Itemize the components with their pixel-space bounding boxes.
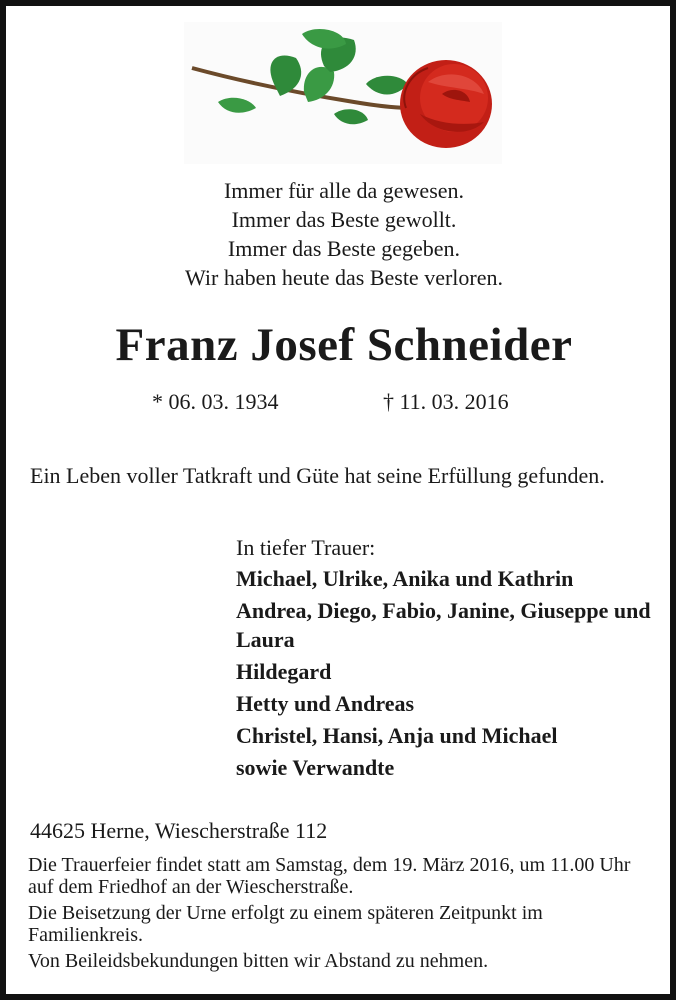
- birth-date: * 06. 03. 1934: [152, 389, 279, 414]
- mourner-line: Hetty und Andreas: [236, 691, 415, 716]
- mourner-line: Hildegard: [236, 659, 332, 684]
- rose-icon: [184, 22, 502, 164]
- mourner-line: Christel, Hansi, Anja und Michael: [236, 723, 558, 748]
- death-date: † 11. 03. 2016: [383, 389, 509, 414]
- mourner-line: sowie Verwandte: [236, 755, 395, 780]
- deceased-name: Franz Josef Schneider: [115, 319, 573, 371]
- mourners-intro: In tiefer Trauer:: [236, 535, 376, 560]
- notes: [28, 854, 660, 976]
- mourner-line: Andrea, Diego, Fabio, Janine, Giuseppe und Laura: [236, 598, 651, 652]
- note-burial: Die Beisetzung der Urne erfolgt zu einem späteren Zeitpunkt im Familienkreis.: [28, 902, 543, 946]
- mourner-line: Michael, Ulrike, Anika und Kathrin: [236, 566, 574, 591]
- address: 44625 Herne, Wiescherstraße 112: [30, 818, 328, 843]
- poem: [6, 176, 676, 292]
- poem-line: Immer das Beste gewollt.: [231, 207, 457, 232]
- lead-text: Ein Leben voller Tatkraft und Güte hat seine Erfüllung gefunden.: [30, 463, 605, 488]
- mourners-block: [236, 533, 666, 782]
- note-condolences: Von Beileidsbekundungen bitten wir Abstand zu nehmen.: [28, 950, 489, 972]
- note-funeral: Die Trauerfeier findet statt am Samstag, dem 19. März 2016, um 11.00 Uhr auf dem Friedhof an der Wiescherstraße.: [28, 854, 631, 898]
- poem-line: Immer für alle da gewesen.: [223, 178, 465, 203]
- poem-line: Wir haben heute das Beste verloren.: [185, 265, 503, 290]
- poem-line: Immer das Beste gegeben.: [227, 236, 461, 261]
